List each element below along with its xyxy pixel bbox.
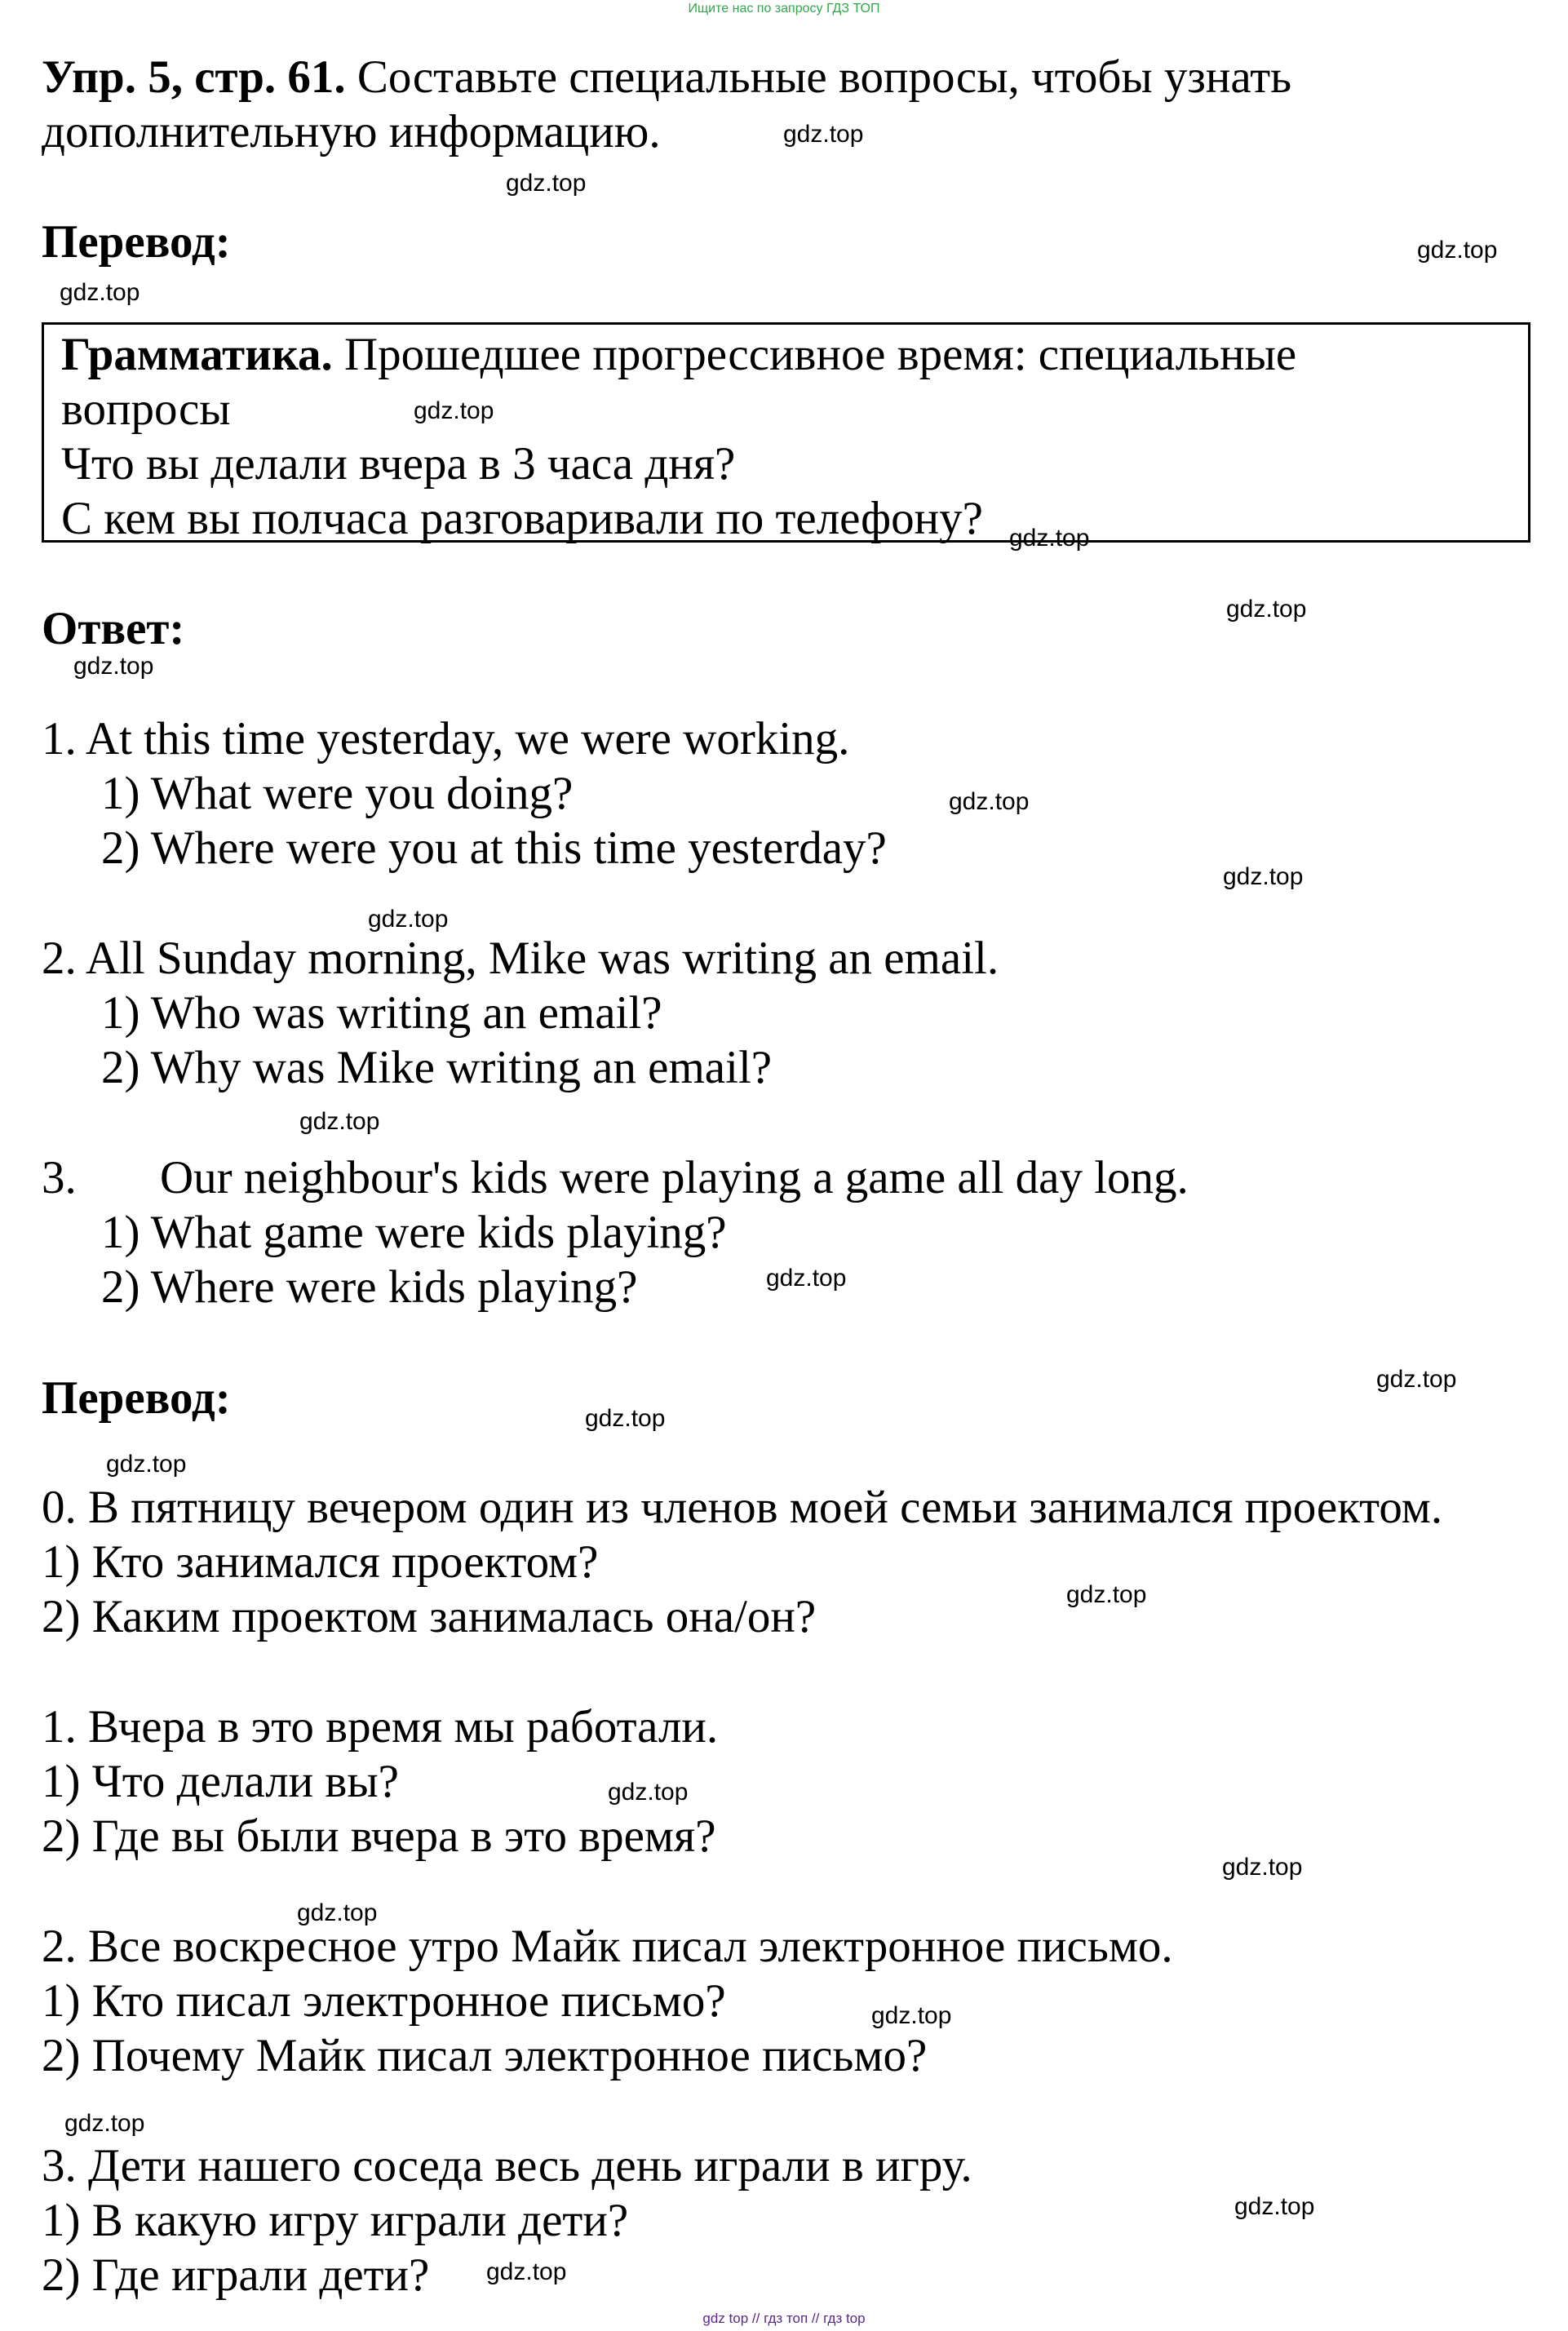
translation-0-q2: 2) Каким проектом занималась она/он? <box>42 1591 817 1642</box>
watermark: gdz.top <box>949 788 1030 815</box>
watermark: gdz.top <box>1376 1366 1457 1393</box>
translation-3-q2: 2) Где играли дети? <box>42 2249 430 2301</box>
watermark: gdz.top <box>486 2258 567 2285</box>
translation-2-q2: 2) Почему Майк писал электронное письмо? <box>42 2030 928 2081</box>
task-line-1 <box>42 51 1291 104</box>
grammar-line-1 <box>61 328 1296 382</box>
translation-0-statement: 0. В пятницу вечером один из членов моей семьи занимался проектом. <box>42 1482 1443 1533</box>
watermark: gdz.top <box>299 1108 380 1135</box>
answer-3-text: Our neighbour's kids were playing a game all day long. <box>160 1152 1189 1203</box>
watermark: gdz.top <box>1234 2193 1315 2220</box>
translation-1-q1: 1) Что делали вы? <box>42 1756 399 1807</box>
answer-2-q2: 2) Why was Mike writing an email? <box>101 1042 773 1093</box>
translation-3-statement: 3. Дети нашего соседа весь день играли в игру. <box>42 2140 972 2191</box>
translation-1-q2: 2) Где вы были вчера в это время? <box>42 1810 716 1862</box>
answer-1-q1: 1) What were you doing? <box>101 768 574 819</box>
answer-3-statement <box>42 1151 1189 1205</box>
watermark: gdz.top <box>506 170 587 197</box>
translation-1-statement: 1. Вчера в это время мы работали. <box>42 1701 719 1753</box>
answer-2-statement: 2. All Sunday morning, Mike was writing an email. <box>42 933 999 984</box>
grammar-line-3: Что вы делали вчера в 3 часа дня? <box>61 438 736 490</box>
watermark: gdz.top <box>64 2110 145 2137</box>
watermark: gdz.top <box>783 121 864 148</box>
task-line-2: дополнительную информацию. <box>42 106 661 157</box>
watermark: gdz.top <box>1223 863 1304 890</box>
answer-heading: Ответ: <box>42 603 185 654</box>
watermark: gdz.top <box>368 906 449 933</box>
grammar-line-2: вопросы <box>61 383 231 435</box>
footer: gdz top // гдз топ // гдз top <box>702 2311 866 2326</box>
watermark: gdz.top <box>106 1451 187 1478</box>
translation-2-q1: 1) Кто писал электронное письмо? <box>42 1975 726 2027</box>
watermark: gdz.top <box>73 653 154 680</box>
grammar-label: Грамматика. <box>61 329 333 380</box>
watermark: gdz.top <box>297 1899 378 1926</box>
translation-heading: Перевод: <box>42 216 231 268</box>
watermark: gdz.top <box>1222 1854 1303 1881</box>
grammar-text-1: Прошедшее прогрессивное время: специальные <box>332 329 1297 380</box>
answer-2-q1: 1) Who was writing an email? <box>101 987 662 1039</box>
answer-3-number: 3. <box>42 1152 77 1203</box>
translation-2-statement: 2. Все воскресное утро Майк писал электронное письмо. <box>42 1921 1173 1972</box>
translation-3-q1: 1) В какую игру играли дети? <box>42 2195 629 2246</box>
translation2-heading: Перевод: <box>42 1372 231 1424</box>
translation-0-q1: 1) Кто занимался проектом? <box>42 1536 599 1588</box>
watermark: gdz.top <box>585 1405 666 1432</box>
watermark: gdz.top <box>766 1265 847 1292</box>
watermark: gdz.top <box>1417 237 1498 264</box>
answer-1-statement: 1. At this time yesterday, we were working. <box>42 713 850 764</box>
watermark: gdz.top <box>871 2002 952 2029</box>
answer-3-q1: 1) What game were kids playing? <box>101 1207 727 1258</box>
grammar-line-4: С кем вы полчаса разговаривали по телефону? <box>61 493 983 544</box>
answer-1-q2: 2) Where were you at this time yesterday? <box>101 822 887 874</box>
answer-3-q2: 2) Where were kids playing? <box>101 1261 638 1313</box>
watermark: gdz.top <box>414 397 494 424</box>
watermark: gdz.top <box>608 1779 689 1806</box>
top-banner: Ищите нас по запросу ГДЗ ТОП <box>688 2 880 16</box>
watermark: gdz.top <box>1226 596 1307 623</box>
watermark: gdz.top <box>1066 1581 1147 1608</box>
watermark: gdz.top <box>1009 525 1090 552</box>
task-text-1: Составьте специальные вопросы, чтобы узнать <box>345 51 1292 103</box>
task-label: Упр. 5, стр. 61. <box>42 51 346 103</box>
watermark: gdz.top <box>60 279 140 306</box>
